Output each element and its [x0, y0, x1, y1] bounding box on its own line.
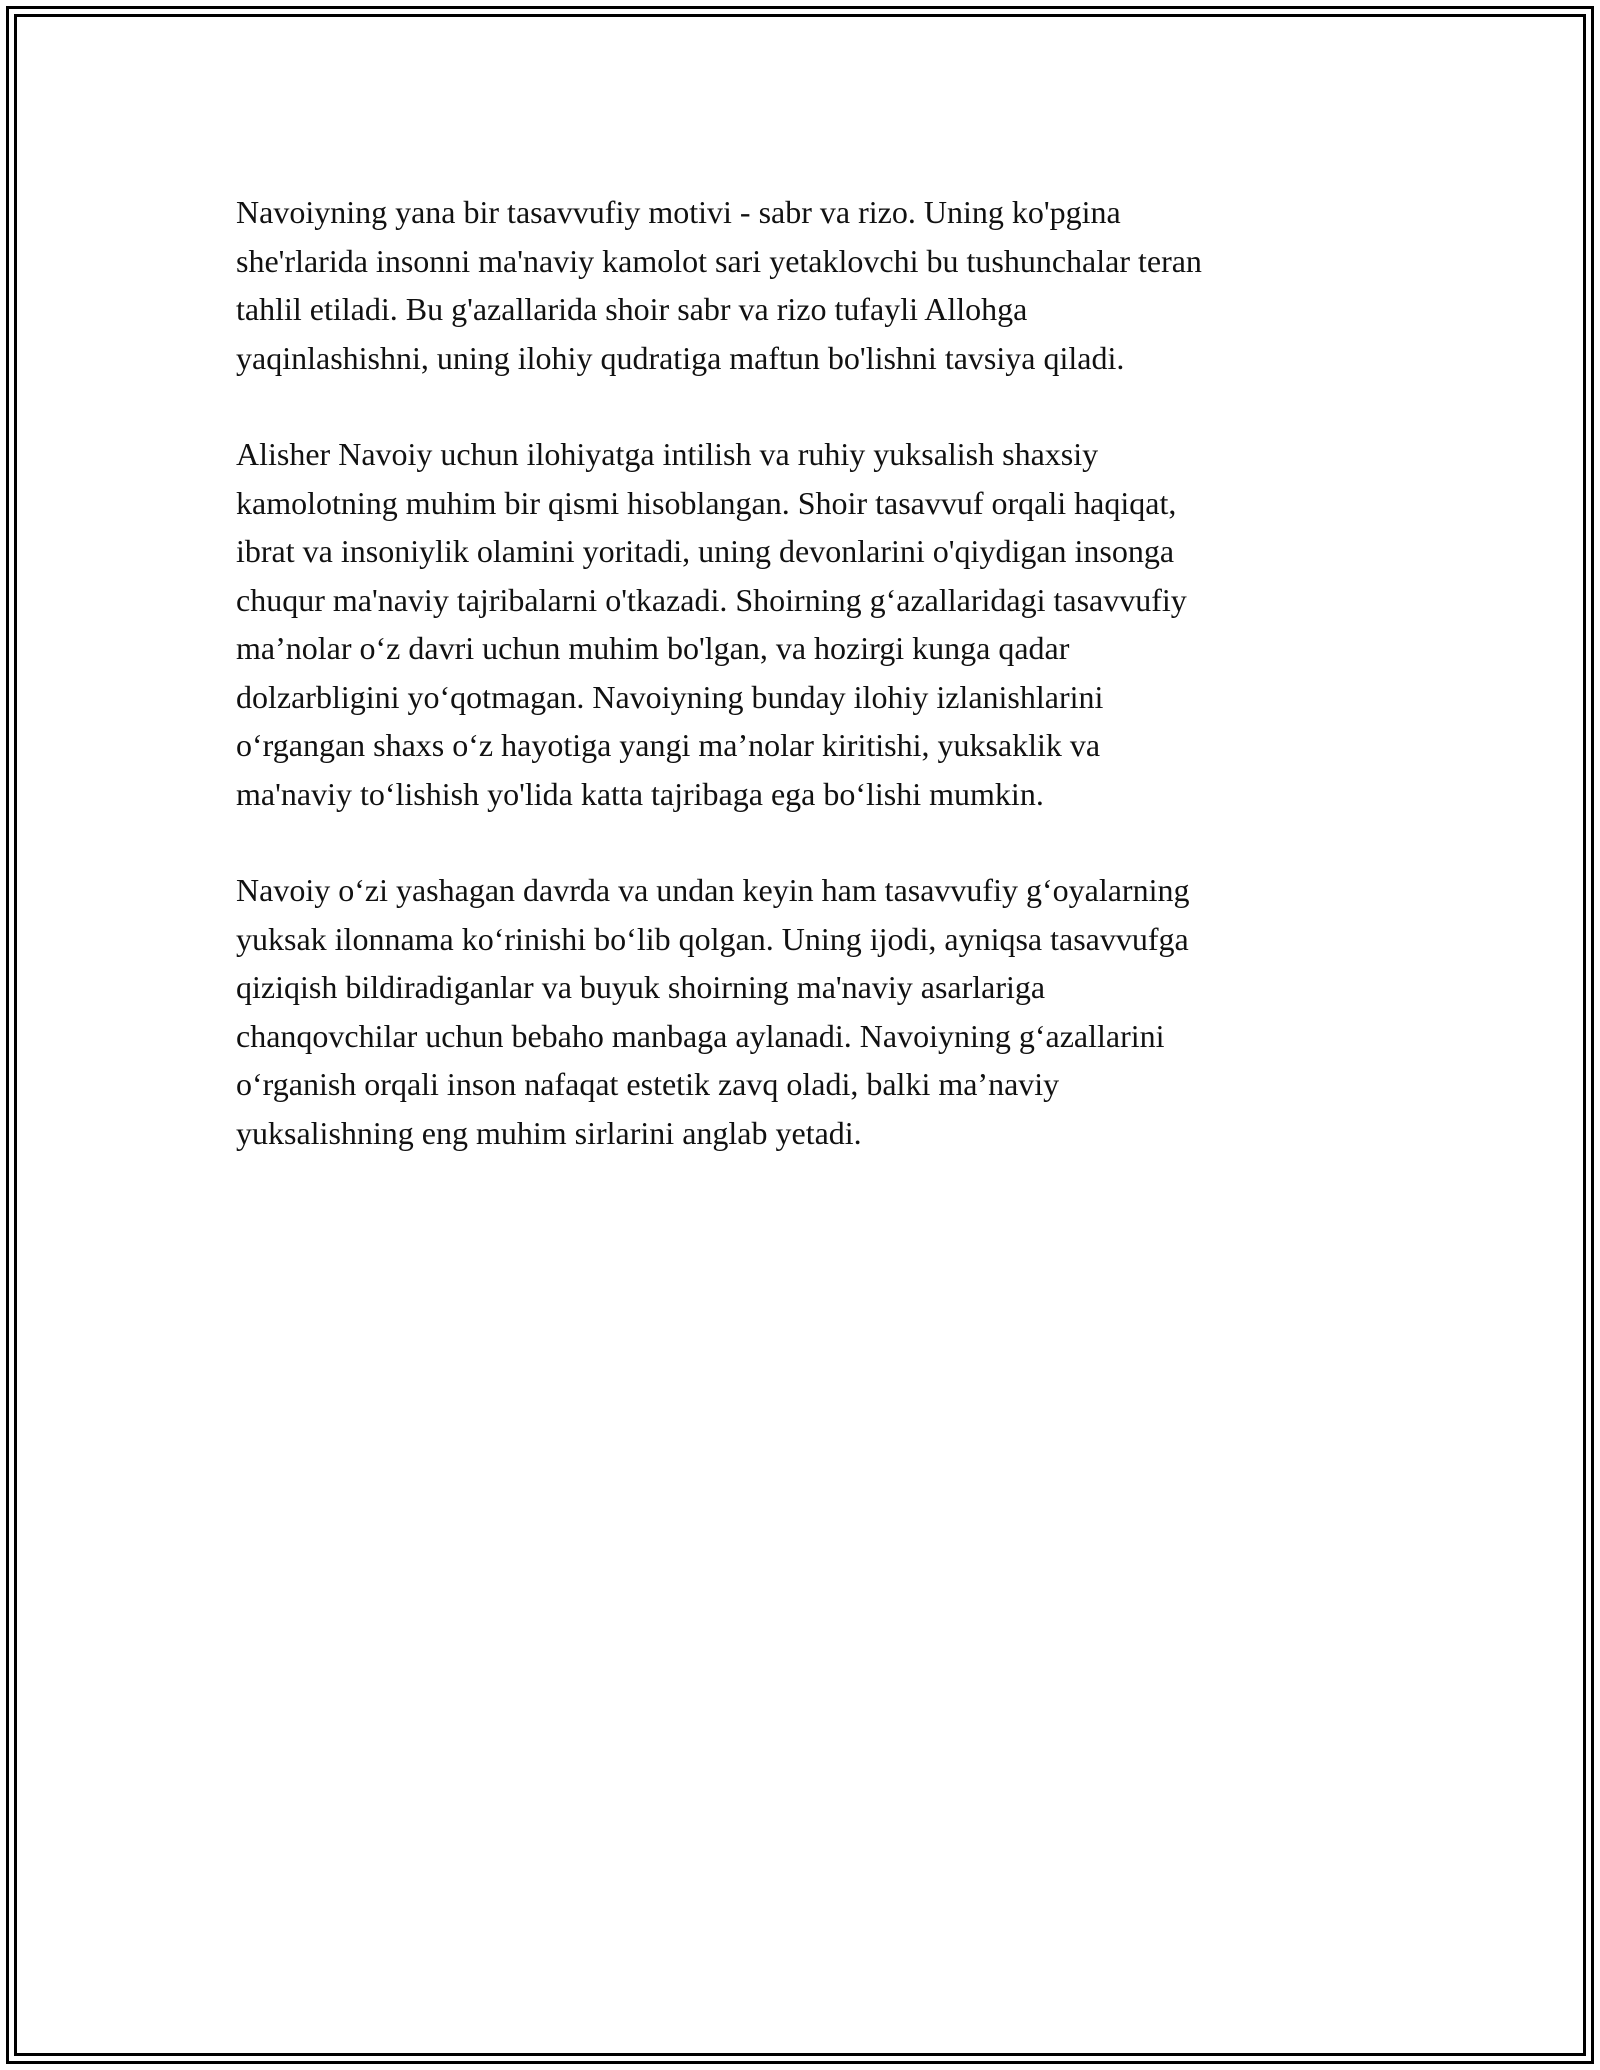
paragraph-1: Navoiyning yana bir tasavvufiy motivi - sabr va rizo. Uning ko'pgina she'rlarida insonni ma'naviy kamolot sari yetaklovchi bu tushunchalar teran tahlil etiladi. Bu g'azallarida shoir sabr va rizo tufayli Allohga yaqinlashishni, uning ilohiy qudratiga maftun bo'lishni tavsiya qiladi.	[236, 194, 1202, 376]
document-body	[236, 188, 1356, 1205]
paragraph-3: Navoiy o‘zi yashagan davrda va undan keyin ham tasavvufiy g‘oyalarning yuksak ilonnama ko‘rinishi bo‘lib qolgan. Uning ijodi, ayniqsa tasavvufga qiziqish bildiradiganlar va buyuk shoirning ma'naviy asarlariga chanqovchilar uchun bebaho manbaga aylanadi. Navoiyning g‘azallarini o‘rganish orqali inson nafaqat estetik zavq oladi, balki ma’naviy yuksalishning eng muhim sirlarini anglab yetadi.	[236, 872, 1190, 1151]
paragraph-2: Alisher Navoiy uchun ilohiyatga intilish va ruhiy yuksalish shaxsiy kamolotning muhim bir qismi hisoblangan. Shoir tasavvuf orqali haqiqat, ibrat va insoniylik olamini yoritadi, uning devonlarini o'qiydigan insonga chuqur ma'naviy tajribalarni o'tkazadi. Shoirning g‘azallaridagi tasavvufiy ma’nolar o‘z davri uchun muhim bo'lgan, va hozirgi kunga qadar dolzarbligini yo‘qotmagan. Navoiyning bunday ilohiy izlanishlarini o‘rgangan shaxs o‘z hayotiga yangi ma’nolar kiritishi, yuksaklik va ma'naviy to‘lishish yo'lida katta tajribaga ega bo‘lishi mumkin.	[236, 436, 1187, 812]
